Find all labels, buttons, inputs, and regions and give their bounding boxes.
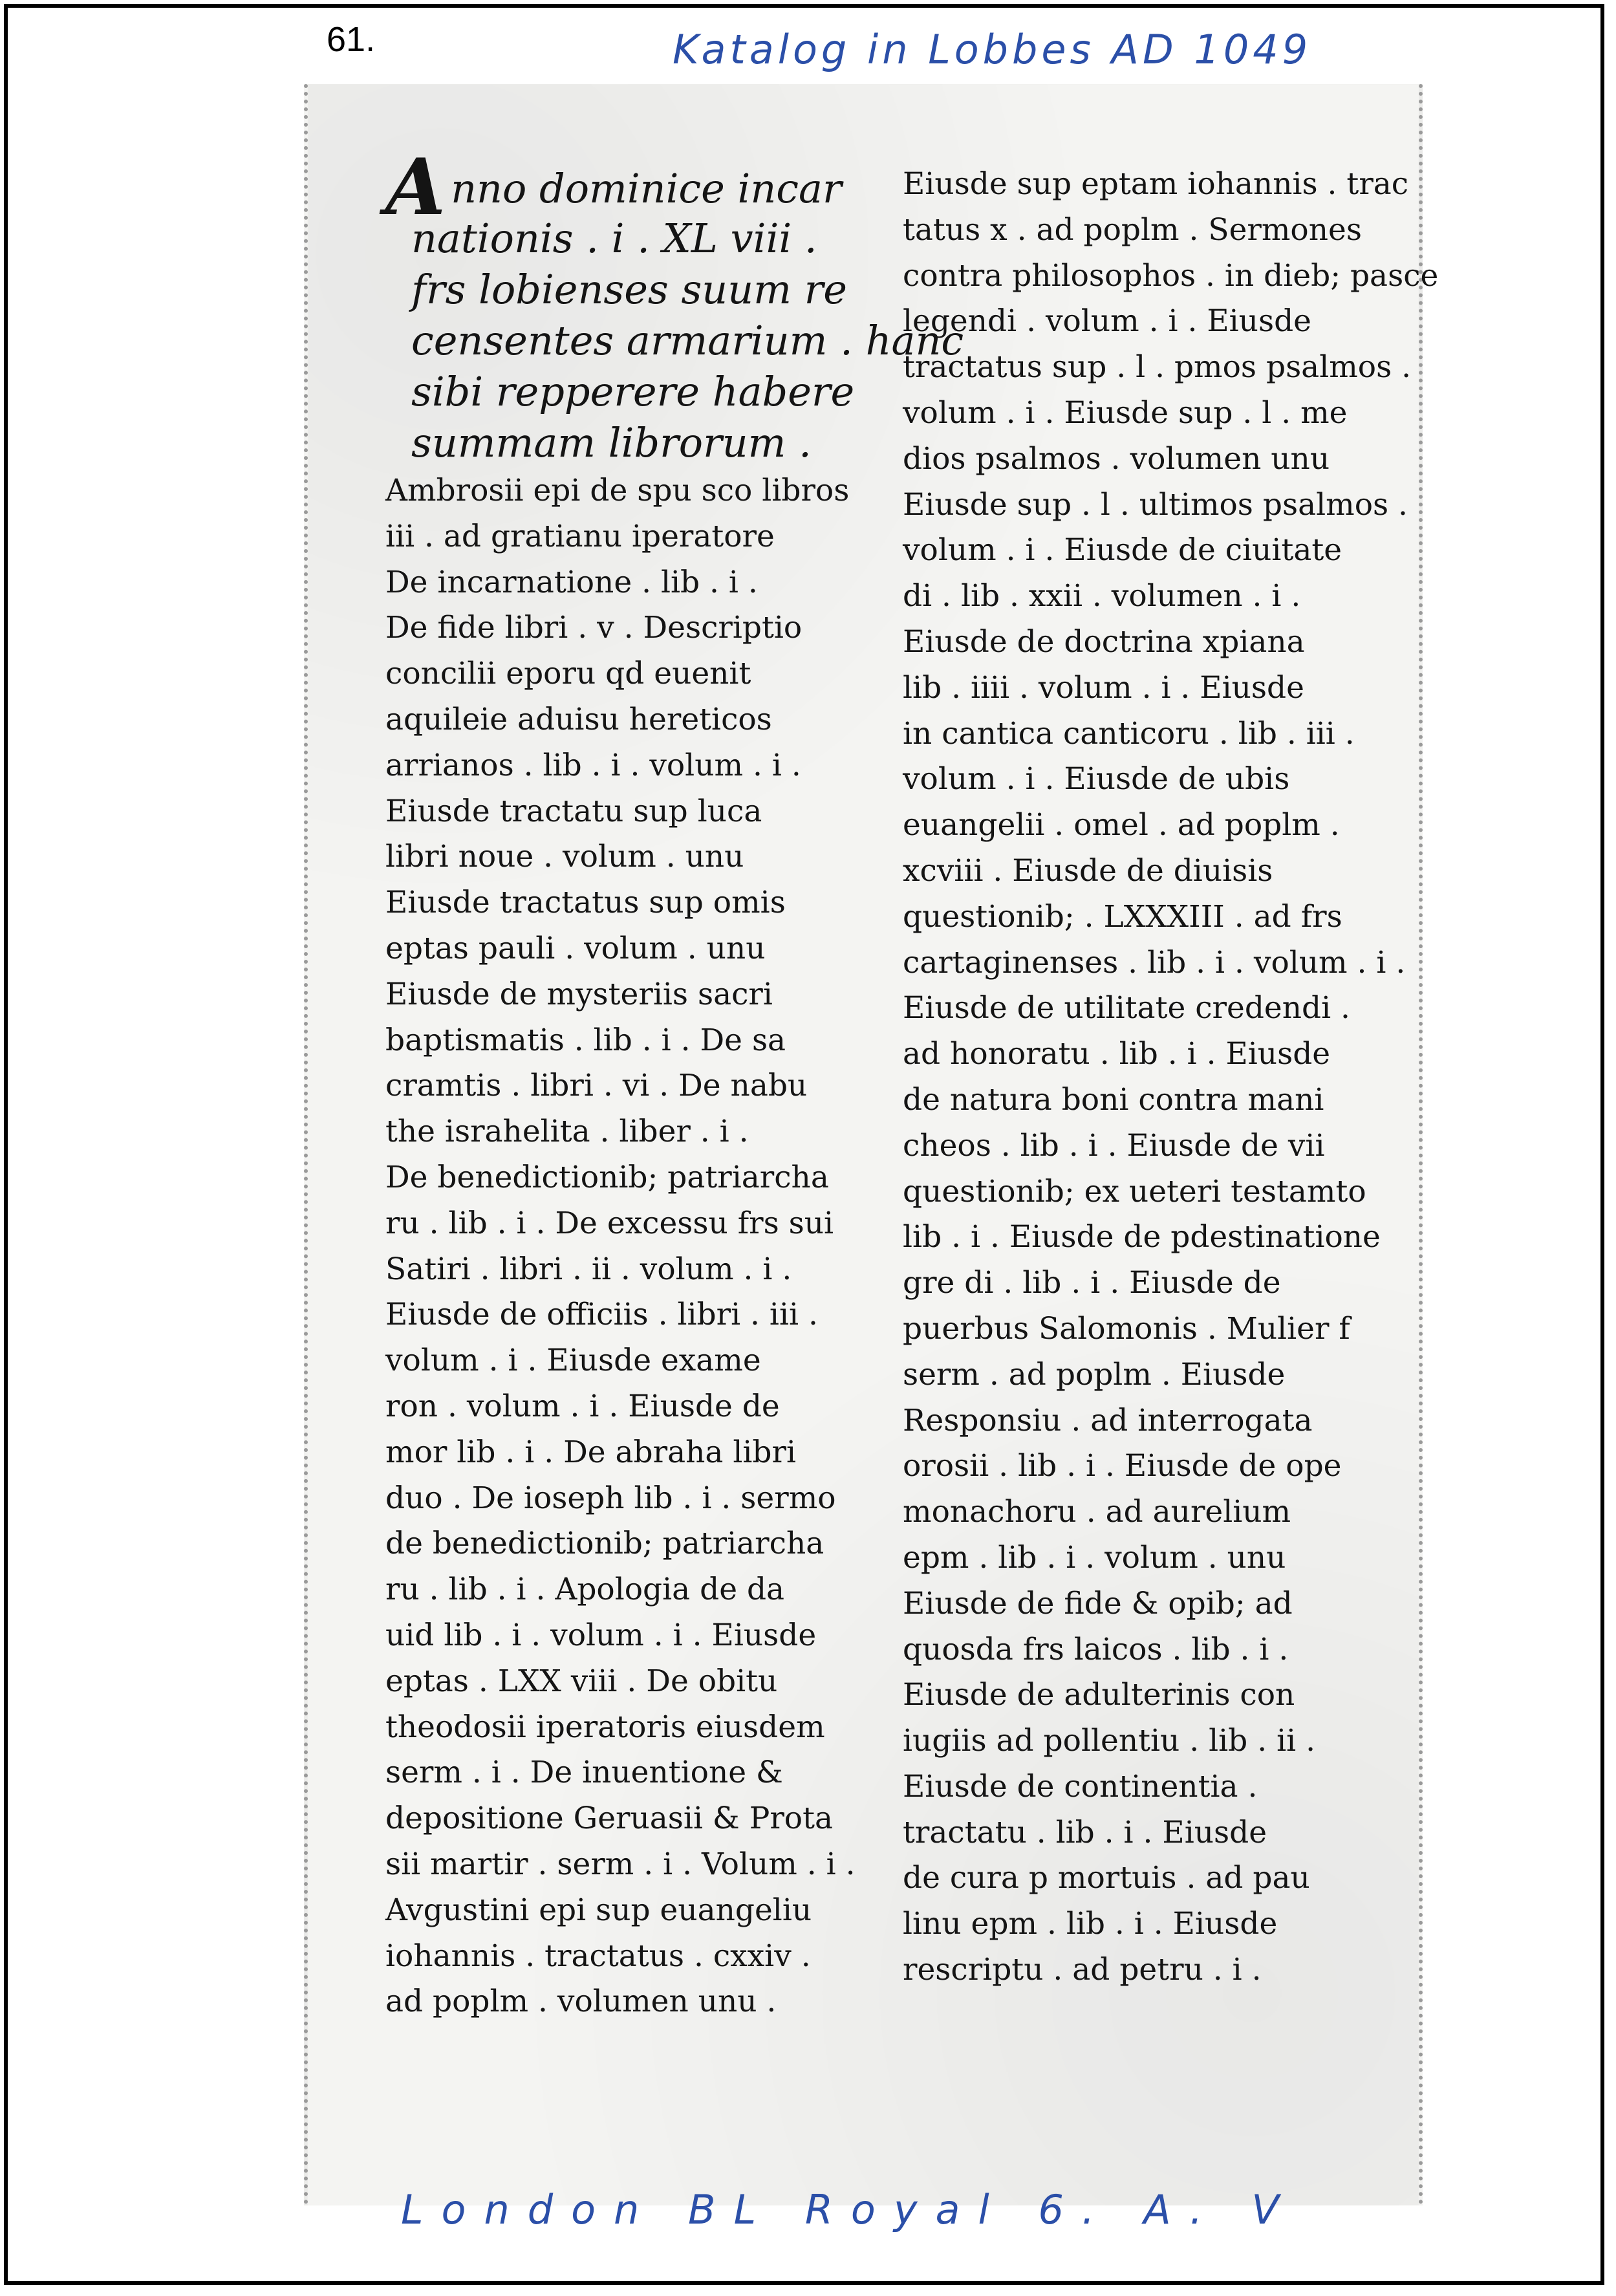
manuscript-line: Avgustini epi sup euangeliu [385,1892,812,1928]
manuscript-line: Eiusde tractatu sup luca [385,793,762,829]
manuscript-line: Eiusde de fide & opib; ad [903,1585,1293,1621]
manuscript-line: Eiusde de doctrina xpiana [903,623,1305,660]
manuscript-line: serm . i . De inuentione & [385,1755,783,1791]
shelfmark-annotation: London BL Royal 6. A. V [401,2186,1297,2233]
manuscript-line: epm . lib . i . volum . unu [903,1539,1286,1576]
manuscript-line: monachoru . ad aurelium [903,1494,1291,1530]
manuscript-line: ru . lib . i . Apologia de da [385,1572,785,1608]
manuscript-line: de benedictionib; patriarcha [385,1526,824,1562]
manuscript-line: questionib; . LXXXIII . ad frs [903,898,1342,935]
heading-text: nno dominice incar [451,165,842,212]
manuscript-line: tatus x . ad poplm . Sermones [903,211,1362,248]
manuscript-line: tractatus sup . l . pmos psalmos . [903,349,1412,385]
manuscript-line: orosii . lib . i . Eiusde de ope [903,1448,1342,1484]
manuscript-line: Eiusde sup . l . ultimos psalmos . [903,486,1408,523]
manuscript-line: volum . i . Eiusde exame [385,1343,761,1379]
manuscript-line: Eiusde de mysteriis sacri [385,976,773,1012]
manuscript-line: eptas pauli . volum . unu [385,930,766,966]
page-number: 61. [327,20,376,59]
manuscript-line: legendi . volum . i . Eiusde [903,303,1311,340]
manuscript-line: iohannis . tractatus . cxxiv . [385,1938,811,1974]
manuscript-line: mor lib . i . De abraha libri [385,1434,797,1470]
left-column [385,142,964,2025]
manuscript-line: libri noue . volum . unu [385,839,744,875]
heading-line: nationis . i . XL viii . [411,215,817,262]
manuscript-line: ron . volum . i . Eiusde de [385,1388,780,1424]
manuscript-line: Satiri . libri . ii . volum . i . [385,1251,792,1287]
manuscript-line: di . lib . xxii . volumen . i . [903,578,1301,614]
manuscript-line: Eiusde de continentia . [903,1768,1258,1804]
manuscript-line: linu epm . lib . i . Eiusde [903,1906,1278,1942]
left-column-lines [385,468,856,2025]
manuscript-line: ad poplm . volumen unu . [385,1984,777,2020]
right-column [903,162,1439,1993]
heading-line [385,142,851,233]
manuscript-line: volum . i . Eiusde de ciuitate [903,532,1342,569]
manuscript-line: ru . lib . i . De excessu frs sui [385,1205,834,1241]
manuscript-line: De fide libri . v . Descriptio [385,610,803,646]
manuscript-line: Eiusde de adulterinis con [903,1677,1295,1713]
manuscript-line: cheos . lib . i . Eiusde de vii [903,1127,1325,1164]
manuscript-line: De benedictionib; patriarcha [385,1159,829,1195]
manuscript-line: lib . i . Eiusde de pdestinatione [903,1219,1381,1255]
manuscript-line: depositione Geruasii & Prota [385,1801,833,1837]
manuscript-line: de cura p mortuis . ad pau [903,1860,1310,1896]
manuscript-line: Eiusde sup eptam iohannis . trac [903,166,1409,202]
manuscript-line: gre di . lib . i . Eiusde de [903,1265,1281,1301]
manuscript-line: Eiusde tractatus sup omis [385,885,786,921]
manuscript-line: sii martir . serm . i . Volum . i . [385,1846,856,1882]
manuscript-line: puerbus Salomonis . Mulier f [903,1310,1350,1347]
manuscript-line: xcviii . Eiusde de diuisis [903,852,1273,889]
manuscript-line: baptismatis . lib . i . De sa [385,1022,786,1058]
manuscript-line: Ambrosii epi de spu sco libros [385,473,850,508]
heading-line: censentes armarium . hanc [411,317,964,364]
manuscript-line: rescriptu . ad petru . i . [903,1952,1262,1988]
manuscript-line: Eiusde de officiis . libri . iii . [385,1297,818,1333]
manuscript-line: dios psalmos . volumen unu [903,440,1330,477]
catalog-annotation: Katalog in Lobbes AD 1049 [673,26,1312,73]
manuscript-line: Eiusde de utilitate credendi . [903,990,1350,1026]
right-column-lines [903,162,1439,1993]
manuscript-line: euangelii . omel . ad poplm . [903,807,1340,843]
manuscript-line: aquileie aduisu hereticos [385,701,772,737]
manuscript-line: uid lib . i . volum . i . Eiusde [385,1617,817,1653]
manuscript-line: eptas . LXX viii . De obitu [385,1663,778,1699]
manuscript-scan [304,84,1439,2205]
manuscript-line: Responsiu . ad interrogata [903,1402,1313,1438]
heading-line: sibi repperere habere [411,368,855,415]
manuscript-line: iii . ad gratianu iperatore [385,518,775,554]
manuscript-line: ad honoratu . lib . i . Eiusde [903,1036,1331,1072]
manuscript-line: serm . ad poplm . Eiusde [903,1356,1286,1392]
manuscript-line: contra philosophos . in dieb; pasce [903,257,1439,294]
heading-line: frs lobienses suum re [411,266,847,313]
manuscript-line: lib . iiii . volum . i . Eiusde [903,669,1304,706]
manuscript-line: de natura boni contra mani [903,1081,1324,1118]
manuscript-line: volum . i . Eiusde sup . l . me [903,395,1348,431]
manuscript-line: cramtis . libri . vi . De nabu [385,1068,808,1104]
manuscript-line: theodosii iperatoris eiusdem [385,1709,825,1745]
manuscript-line: tractatu . lib . i . Eiusde [903,1814,1267,1850]
manuscript-line: duo . De ioseph lib . i . sermo [385,1480,836,1516]
manuscript-line: De incarnatione . lib . i . [385,564,758,600]
manuscript-line: volum . i . Eiusde de ubis [903,761,1290,797]
manuscript-line: arrianos . lib . i . volum . i . [385,747,801,783]
manuscript-line: concilii eporu qd euenit [385,656,751,692]
manuscript-line: questionib; ex ueteri testamto [903,1173,1366,1209]
manuscript-line: the israhelita . liber . i . [385,1114,749,1150]
heading-line: summam librorum . [411,419,812,466]
manuscript-line: quosda frs laicos . lib . i . [903,1631,1289,1667]
manuscript-line: cartaginenses . lib . i . volum . i . [903,944,1406,980]
decorated-initial: A [385,142,446,233]
manuscript-line: in cantica canticoru . lib . iii . [903,715,1355,752]
manuscript-line: iugiis ad pollentiu . lib . ii . [903,1723,1316,1759]
